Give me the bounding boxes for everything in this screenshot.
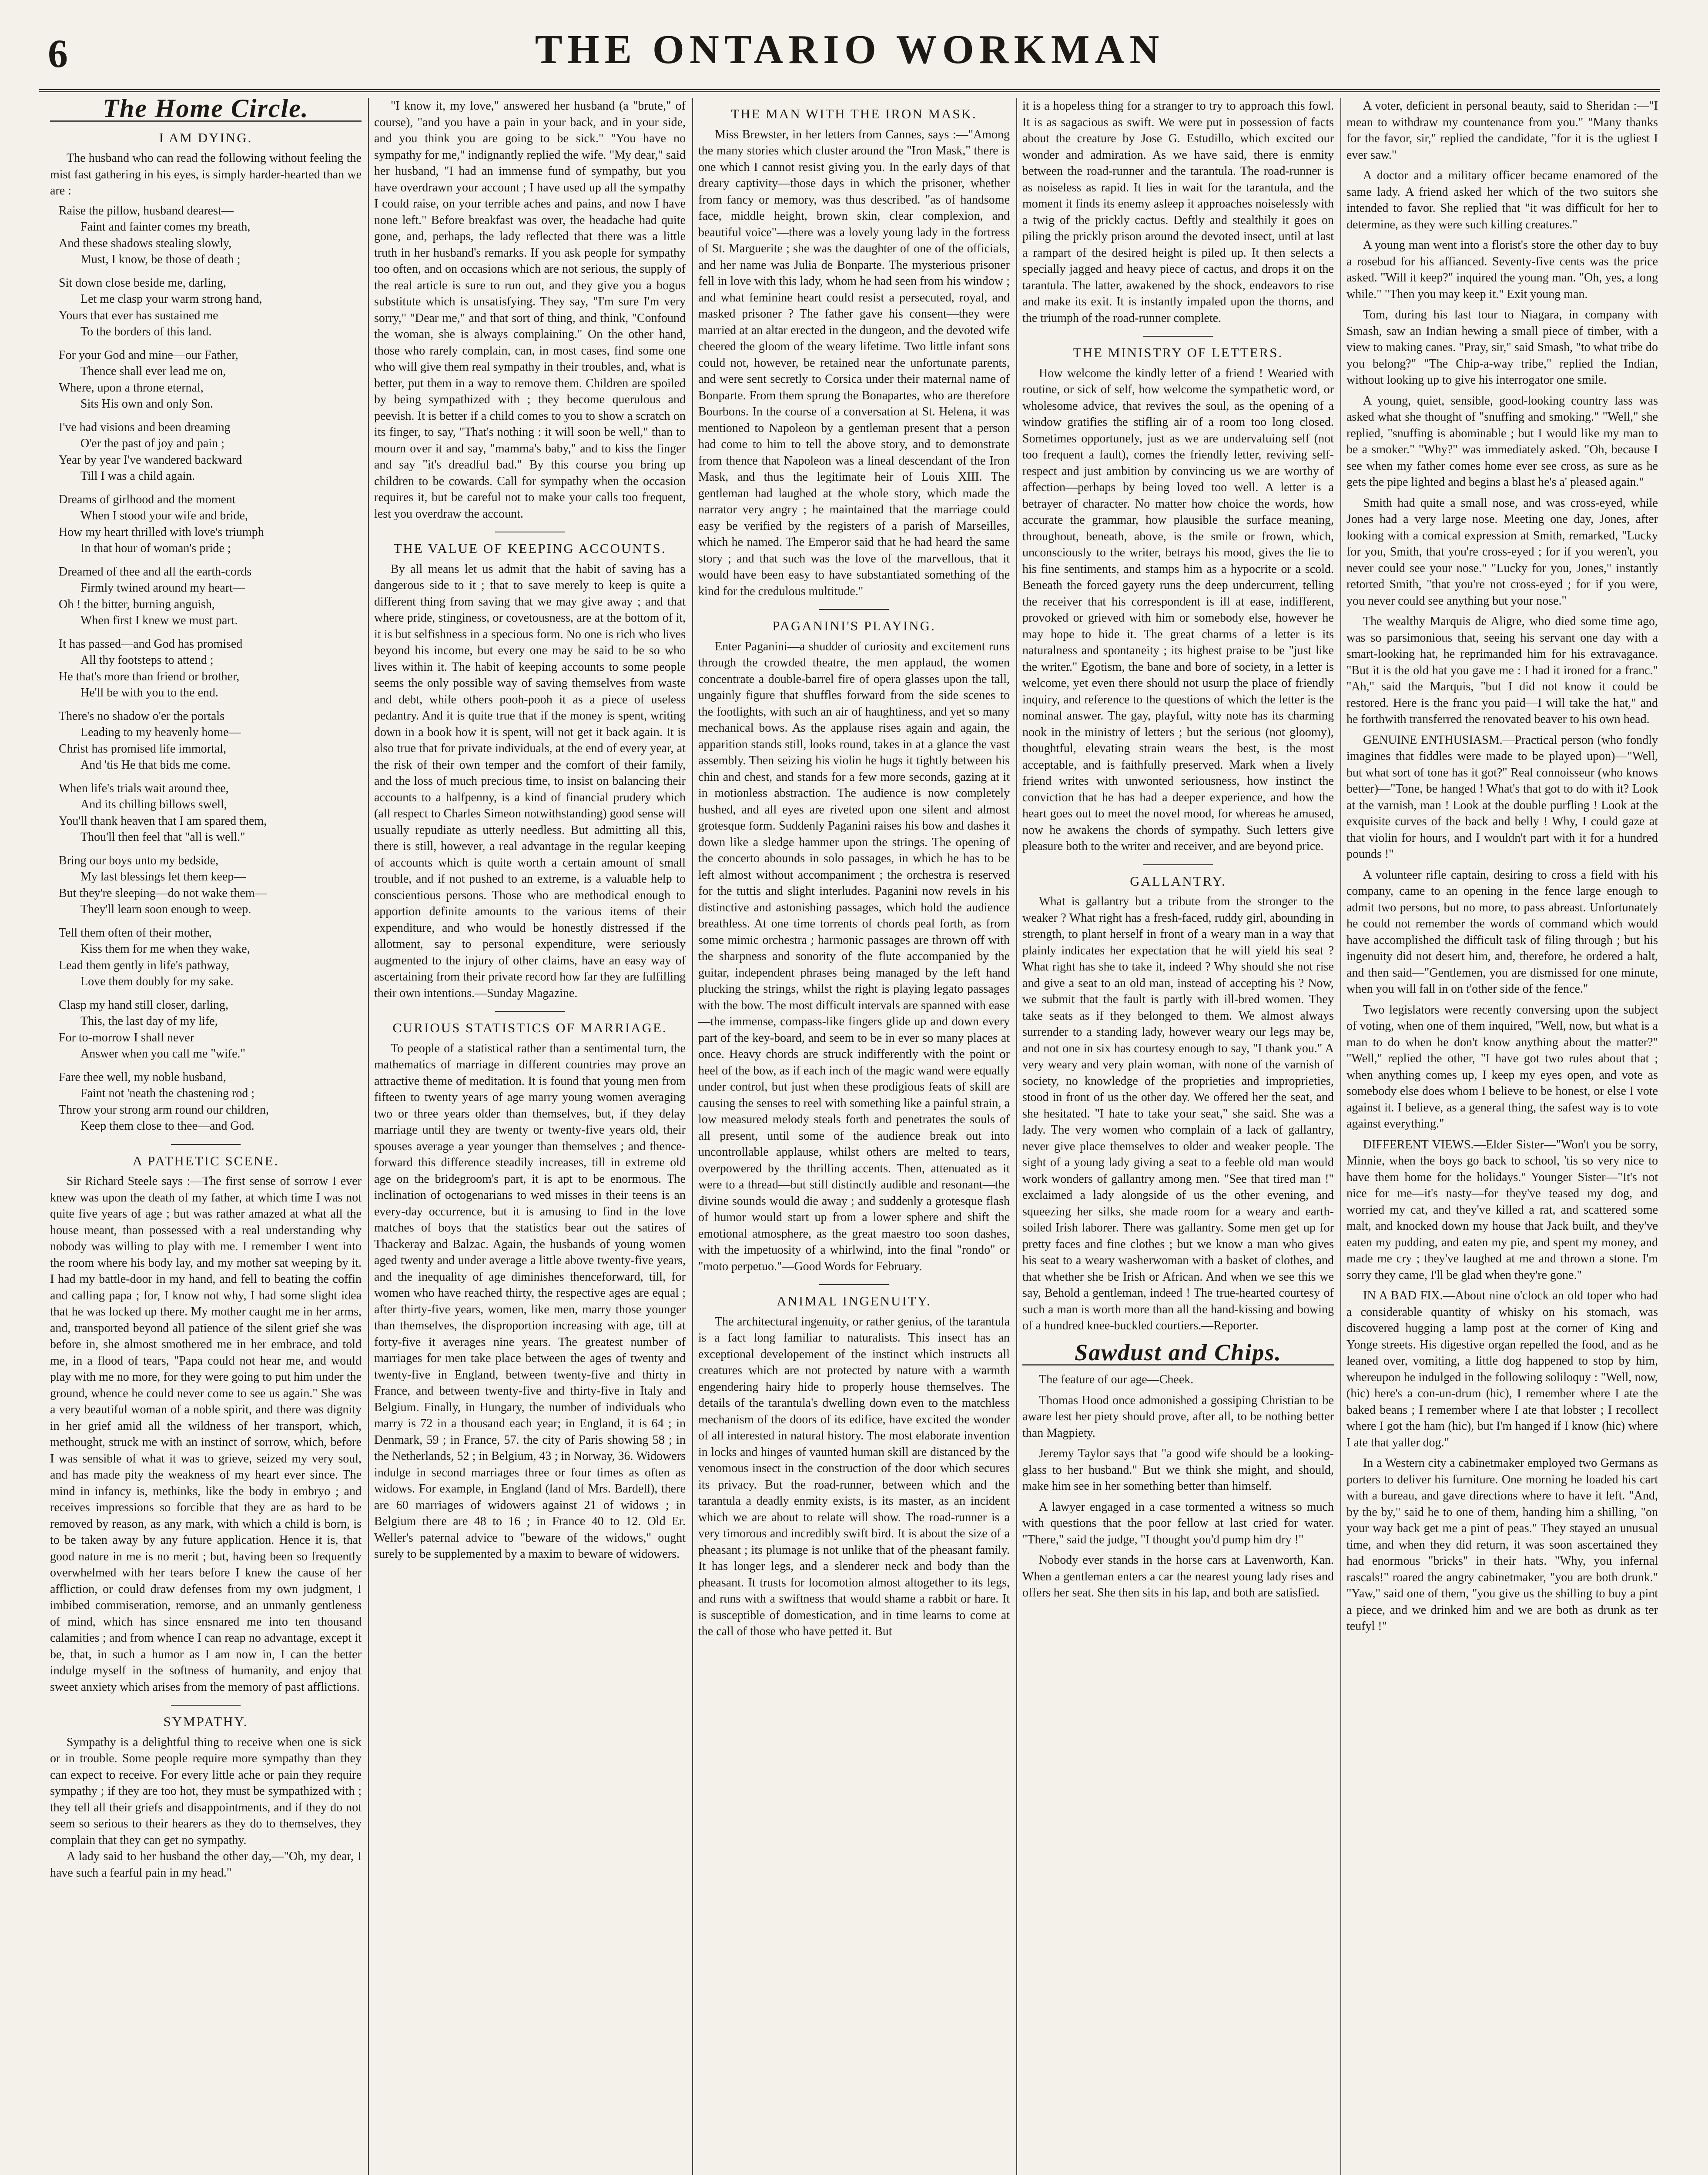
anecdote: A young, quiet, sensible, good-looking country lass was asked what she thought of "snuffing and smoking." "Well," she replied, "snuffing is abominable ; but I would like my man to be a smoker." "Why?" was immediately asked. "Oh, because I see when my father comes home ever see cross, as sure as he gets the pipe lighted and begins a blast he's a' pleased again." [1346, 394, 1658, 489]
stanza-gap [50, 773, 362, 780]
article-body: "I know it, my love," answered her husband (a "brute," of course), "and you have a pain in your back, and in your side, and you think you are going to be sick." "You have no sympathy for me," indignantly replied the wife. "My dear," said her husband, "I had an immense fund of sympathy, but you have overdrawn your account ; I have used up all the sympathy I could raise, on your terrible aches and pains, and now I have none left." Before breakfast was over, the headache had quite gone, and, perhaps, the lady reflected that there was a little truth in her husband's remarks. If you ask people for sympathy too often, and on occasions which are not serious, the supply of the real article is sure to run out, and they give you a bogus substitute which is unsatisfying. They say, "I'm sure I'm very sorry," "Dear me," and that sort of thing, and think, "Confound the woman, she is always complaining." On the other hand, those who rarely complain, can, in most cases, find some one who will give them real sympathy in their troubles, and, what is better, put them in a way to remove them. Children are spoiled by being sympathized with ; they become querulous and peevish. It is better if a child comes to you to show a scratch on its finger, to say, "That's nothing : it will soon be well," than to mourn over it and say, "mamma's baby," and to kiss the finger and say "it's dreadful bad." By this course you bring up children to be cowards. Call for sympathy when the occasion requires it, but be careful not to make your calls too frequent, lest you overdraw the account. [374, 99, 686, 521]
article-title: CURIOUS STATISTICS OF MARRIAGE. [392, 1020, 667, 1035]
poem-line: Lead them gently in life's pathway, [59, 958, 229, 972]
article-body: Enter Paganini—a shudder of curiosity and excitement runs through the crowded theatre, the men applaud, the women concentrate a double-barrel fire of opera glasses upon the tall, ungainly figure that shuffles forward from the side scenes to the footlights, with such an air of haughtiness, and yet so many mechanical bows. As the applause rises again and again, the apparition stands still, looks round, takes in at a glance the vast assembly. Then seizing his violin he hugs it tightly between his chin and chest, and stands for a few more seconds, gazing at it in motionless abstraction. The audience is now completely hushed, and all eyes are riveted upon one silent and almost grotesque form. Suddenly Paganini raises his bow and dashes it down like a sledge hammer upon the strings. The opening of the concerto abounds in solo passages, in which he has to be left almost without accompaniment ; the orchestra is reserved for the tuttis and slight interludes. Paganini now revels in his distinctive and astonishing passages, which hold the audience breathless. At one time torrents of chords peal forth, as from some mimic orchestra ; harmonic passages are thrown off with the sharpness and sonority of the flute accompanied by the guitar, independent phrases being managed by the left hand plucking the strings, whilst the right is playing legato passages with the bow. The most difficult intervals are spanned with ease—the immense, compass-like fingers glide up and down every part of the key-board, and seem to be in ever so many places at once. Heavy chords are struck indifferently with the point or heel of the bow, as if each inch of the magic wand were equally under control, but just when these prodigious feats of skill are causing the senses to reel with something like a painful strain, a low measured melody steals forth and penetrates the souls of all present, until some of the audience break out into uncontrollable applause, whilst others are melted to tears, overpowered by the thrilling accents. Then, attenuated as it were to a thread—but still distinctly audible and resonant—the divine sounds would die away ; and suddenly a grotesque flash of humor would start up from a lower sphere and shift the emotional atmosphere, as the great maestro too soon dashes, with the impetuosity of a whirlwind, into the final "rondo" or "moto perpetuo."—Good Words for February. [698, 639, 1010, 1273]
stanza-gap [50, 1062, 362, 1069]
poem-line: They'll learn soon enough to weep. [80, 903, 251, 916]
anecdote: Tom, during his last tour to Niagara, in company with Smash, saw an Indian hewing a small piece of timber, with a view to making canes. "Pray, sir," said Smash, "to what tribe do you belong?" "The Chip-a-way tribe," replied the Indian, without looking up to give his interrogator one smile. [1346, 308, 1658, 387]
poem-line: He that's more than friend or brother, [59, 669, 240, 683]
poem-line: Bring our boys unto my bedside, [59, 853, 219, 867]
article-title: THE VALUE OF KEEPING ACCOUNTS. [393, 541, 666, 556]
article-title: PAGANINI'S PLAYING. [772, 618, 936, 633]
poem-line: Where, upon a throne eternal, [59, 381, 204, 395]
poem-line: Sit down close beside me, darling, [59, 276, 226, 290]
page-number: 6 [48, 31, 68, 76]
article-body: How welcome the kindly letter of a friend ! Wearied with routine, or sick of self, how welcome the sympathetic word, or wholesome advice, that revives the soul, as the opening of a window gratifies the stifling air of a room too long closed. Sometimes opportunely, just as we are undervaluing self (not too frequent a fault), comes the friendly letter, reviving self-respect and just ambition by convincing us we are worthy of affection—perhaps by being loved too well. A letter is a betrayer of character. No matter how choice the words, how accurate the grammar, how plausible the surface meaning, throughout, beneath, above, is the smile or frown, which, unconsciously to the writer, betrays his mood, gives the lie to his fine sentiments, and stamps him as a hypocrite or a scold. Beneath the forced gayety runs the deep undercurrent, telling the receiver that his correspondent is ill at ease, indifferent, provoked or grieved with him or somebody else, however he may hope to hide it. The great charms of a letter is its naturalness and spontaneity ; its highest praise to be "just like the writer." Egotism, the bane and bore of society, in a letter is welcome, yet even there should not usurp the place of friendly inquiry, and reference to the questions of which the letter is the nominal answer. The gay, playful, witty note has its charming nook in the ministry of letters ; but the serious (not gloomy), thoughtful, elevating strain wears the best, is the most acceptable, and is faithfully preserved. Mark when a lively friend writes with unwonted seriousness, how instinct the conviction that he has had a deeper experience, and how the heart goes out to meet the novel mood, for whereas he amused, now he awakens the chords of sympathy. Such letters give pleasure both to the writer and receiver, and are beyond price. [1022, 366, 1334, 853]
poem-line: Clasp my hand still closer, darling, [59, 998, 229, 1012]
poem-line: Yours that ever has sustained me [59, 308, 218, 322]
poem-line: How my heart thrilled with love's triumph [59, 525, 264, 539]
separator [171, 1144, 241, 1145]
stanza-gap [50, 557, 362, 564]
anecdote: A doctor and a military officer became enamored of the same lady. A friend asked her which of the two suitors she intended to favor. She replied that "it was difficult for her to determine, as they were such killing creatures." [1346, 169, 1658, 231]
stanza-gap [50, 340, 362, 347]
article-title: A PATHETIC SCENE. [132, 1153, 279, 1168]
columns [50, 98, 1658, 2175]
poem-line: Tell them often of their mother, [59, 926, 212, 940]
poem-line: This, the last day of my life, [80, 1014, 218, 1028]
poem-line: Leading to my heavenly home— [80, 726, 241, 739]
department-title: Sawdust and Chips. [1022, 1345, 1334, 1366]
poem-line: Raise the pillow, husband dearest— [59, 204, 234, 218]
article-title: I AM DYING. [159, 130, 253, 145]
column-5 [1346, 98, 1658, 2175]
poem-line: But they're sleeping—do not wake them— [59, 886, 267, 900]
anecdote: Smith had quite a small nose, and was cross-eyed, while Jones had a very large nose. Meeting one day, Jones, after looking with a comical expression at Smith, remarked, "Lucky for you, Smith, that you're cross-eyed ; for if you weren't, you never could see your nose." "Lucky for you, Jones," instantly retorted Smith, "that you're not cross-eyed ; for if you were, you never could see anything but your nose." [1346, 496, 1658, 608]
anecdote: GENUINE ENTHUSIASM.—Practical person (who fondly imagines that fiddles were made to be played upon)—"Well, but what sort of tone has it got?" Real connoisseur (who knows better)—"Tone, be hanged ! What's that got to do with it? Look at the varnish, man ! Look at the double purfling ! Look at the exquisite curves of the back and belly ! Why, I could gaze at that violin for hours, and I wouldn't part with it for a hundred pounds !" [1346, 733, 1658, 861]
article-body: Sympathy is a delightful thing to receive when one is sick or in trouble. Some people require more sympathy than they can expect to receive. For every little ache or pain they require sympathy ; if they are too hot, they must be sympathized with ; they tell all their griefs and disappointments, and if they do not seem so serious to their hearers as they do to themselves, they complain that they can get no sympathy. [50, 1735, 362, 1847]
separator [495, 1011, 565, 1012]
sawdust-item: A lawyer engaged in a case tormented a witness so much with questions that the poor fellow at last cried for water. "There," said the judge, "I thought you'd pump him dry !" [1022, 1500, 1334, 1546]
article-title: THE MAN WITH THE IRON MASK. [731, 106, 977, 121]
article-title: THE MINISTRY OF LETTERS. [1073, 345, 1283, 360]
article-body: it is a hopeless thing for a stranger to try to approach this fowl. It is as sagacious as swift. We were put in possession of facts about the creature by Jose G. Estudillo, which excited our wonder and admiration. As we have said, there is enmity between the road-runner and the tarantula. The road-runner is as noiseless as rapid. It lies in wait for the tarantula, and the moment it finds its enemy asleep it approaches noiselessly with a twig of the prickly cactus. Deftly and stealthily it goes on piling the prickly prison around the devoted insect, until at last a rampart of the desired height is piled up. It then selects a specially jagged and heavy piece of cactus, and drops it on the tarantula. The latter, awakened by the shock, endeavors to rise and make its exit. It is instantly impaled upon the thorns, and the triumph of the road-runner complete. [1022, 99, 1334, 325]
poem-line: Dreamed of thee and all the earth-cords [59, 565, 252, 579]
column-rule [692, 98, 693, 2175]
sawdust-item: The feature of our age—Cheek. [1039, 1373, 1194, 1386]
stanza-gap [50, 485, 362, 492]
poem-line: Dreams of girlhood and the moment [59, 492, 236, 506]
poem-line: Year by year I've wandered backward [59, 453, 242, 467]
poem-line: Fare thee well, my noble husband, [59, 1070, 226, 1084]
stanza-gap [50, 701, 362, 708]
article-body: By all means let us admit that the habit of saving has a dangerous side to it ; that to save merely to keep is quite a different thing from saving that we may give away ; and that where pride, stinginess, or covetousness, are at the bottom of it, it is but selfishness in a specious form. No one is rich who lives beyond his income, but every one may be said to be so who lives within it. The habit of keeping accounts to some people seems the only possible way of saving themselves from waste and debt, while others pooh-pooh it as a piece of useless pedantry. And it is quite true that if the money is spent, writing down in a book how it is spent, will not get it back again. It is also true that for private individuals, at the end of every year, at the risk of their own temper and the comfort of their family, and the loss of much precious time, to insist on balancing their accounts to a halfpenny, is a kind of financial prudery which (all respect to Charles Simeon notwithstanding) good sense will usually repudiate as utterly needless. But admitting all this, there is still, however, a real advantage in the regular keeping of accounts which is quite worth a certain amount of small trouble, and if not pushed to an extreme, is a valuable help to conscientious persons. Those who are methodical enough to apportion definite amounts to the various items of their expenditure, and who would be honestly distressed if the allotment, say to personal expenditure, were seriously augmented to the injury of other claims, have an easy way of ascertaining from their private record how far they are fulfilling their own intentions.—Sunday Magazine. [374, 562, 686, 1000]
poem-line: When life's trials wait around thee, [59, 781, 229, 795]
poem-intro: The husband who can read the following without feeling the mist fast gathering in his eyes, is simply harder-hearted than we are : [50, 151, 362, 197]
anecdote: In a Western city a cabinetmaker employed two Germans as porters to deliver his furniture. One morning he loaded his cart with a bureau, and gave directions where to have it left. "And, by the by," said he to one of them, handing him a shilling, "on your way back get me a pint of peas." They stayed an unusual time, and when they did return, it was soon ascertained they had enormous "bricks" in their hats. "Why, you infernal rascals!" roared the angry cabinetmaker, "you are both drunk." "Yaw," said one of them, "you give us the shilling to buy a pint a piece, and we drinked him and we are both as drunk as ter teufyl !" [1346, 1456, 1658, 1633]
sawdust-items [1022, 1372, 1334, 1601]
poem-line: Must, I know, be those of death ; [80, 253, 241, 266]
poem-line: To the borders of this land. [80, 325, 212, 338]
poem-line: O'er the past of joy and pain ; [80, 437, 224, 450]
poem-line: For to-morrow I shall never [59, 1031, 194, 1044]
masthead [39, 26, 1660, 83]
anecdote: A young man went into a florist's store the other day to buy a rosebud for his affianced. Seventy-five cents was the price asked. "Will it keep?" inquired the young man. "Oh, yes, a long while." "Then you may keep it." Exit young man. [1346, 238, 1658, 301]
column-4 [1022, 98, 1334, 2175]
poem-line: And its chilling billows swell, [80, 798, 227, 811]
separator [171, 1705, 241, 1706]
poem-line: It has passed—and God has promised [59, 637, 243, 651]
stanza-gap [50, 846, 362, 853]
poem-line: When I stood your wife and bride, [80, 509, 248, 522]
poem-line: Throw your strong arm round our children, [59, 1103, 269, 1117]
poem-line: Sits His own and only Son. [80, 397, 213, 411]
poem-line: Faint not 'neath the chastening rod ; [80, 1087, 255, 1100]
masthead-rule [39, 89, 1660, 92]
poem-line: Let me clasp your warm strong hand, [80, 292, 262, 306]
anecdote: IN A BAD FIX.—About nine o'clock an old toper who had a considerable quantity of whisky on his stomach, was discovered hugging a lamp post at the corner of King and Yonge streets. His digestive organ repelled the food, and as he leaned over, vomiting, a little dog happened to stop by him, whereupon he indulged in the following soliloquy : "Well, now, (hic) here's a con-un-drum (hic), I remember where I ate the baked beans ; I remember where I ate that lobster ; I recollect where I got the ham (hic), but I'm hanged if I know (hic) where I ate that yaller dog." [1346, 1289, 1658, 1449]
separator [1143, 336, 1213, 337]
poem-line: Christ has promised life immortal, [59, 742, 226, 756]
sawdust-item: Jeremy Taylor says that "a good wife should be a looking-glass to her husband." But we think she might, and should, make him see in her something better than himself. [1022, 1447, 1334, 1493]
poem-line: All thy footsteps to attend ; [80, 653, 214, 667]
article-body: Miss Brewster, in her letters from Cannes, says :—"Among the many stories which cluster around the "Iron Mask," there is one which I cannot resist giving you. In the early days of that dreary captivity—those days in which the prisoner, whether from fancy or memory, was thus described. "as of handsome face, middle height, brown skin, clear complexion, and beautiful voice"—there was a lovely young lady in the fortress of St. Marguerite ; she was the daughter of one of the officials, and her name was Julia de Bonparte. The mysterious prisoner fell in love with this lady, whom he had seen from his window ; and what feminine heart could resist a persecuted, royal, and masked prisoner ? The father gave his consent—they were married at an altar erected in the dungeon, and the devoted wife cheered the gloom of the weary lifetime. Two little infant sons could not, however, be retained near the unfortunate parents, and were sent secretly to Corsica under their maternal name of Bonparte. From them sprung the Bonapartes, who are therefore Bourbons. In the course of a conversation at St. Helena, it was mentioned to Napoleon by a gentleman present that a person had come to him to tell the above story, and to demonstrate from thence that Napoleon was a lineal descendant of the Iron Mask, and thus the legitimate heir of Louis XIII. The gentleman had laughed at the whole story, which made the narrator very angry ; he maintained that the marriage could easy be verified by the registers of a parish of Marseilles, which he named. The Emperor said that he had heard the same story ; and that such was the love of the marvellous, that it would have been easy to have substantiated something of the kind for the credulous multitude." [698, 127, 1010, 598]
article-title: ANIMAL INGENUITY. [777, 1293, 931, 1308]
anecdote: A volunteer rifle captain, desiring to cross a field with his company, came to an opening in the fence large enough to admit two persons, but no more, to pass abreast. Unfortunately he could not remember the words of command which would have accomplished the difficult task of filing through ; but his ingenuity did not desert him, and, therefore, he ordered a halt, and then said—"Gentlemen, you are dismissed for one minute, when you will fall in on t'other side of the fence." [1346, 868, 1658, 996]
column-rule [1340, 98, 1341, 2175]
stanza-gap [50, 629, 362, 636]
separator [1143, 864, 1213, 865]
article-body: A lady said to her husband the other day,—"Oh, my dear, I have such a fearful pain in my head." [50, 1850, 362, 1880]
anecdote: DIFFERENT VIEWS.—Elder Sister—"Won't you be sorry, Minnie, when the boys go back to school, 'tis so very nice to have them home for the holidays." Younger Sister—"It's not nice for me—it's nasty—for they've teased my dog, and worried my cat, and they've killed a rat, and scattered some malt, and knocked down my house that Jack built, and they've eaten my pudding, and eaten my pie, and spent my money, and made me cry ; they've laughed at me and thrown a stone. I'm sorry they came, I'll be glad when they're gone." [1346, 1138, 1658, 1282]
sawdust-item: Nobody ever stands in the horse cars at Lavenworth, Kan. When a gentleman enters a car the nearest young lady rises and offers her seat. She then sits in his lap, and both are satisfied. [1022, 1553, 1334, 1599]
column-rule [368, 98, 369, 2175]
poem-line: Keep them close to thee—and God. [80, 1119, 255, 1133]
poem-line: You'll thank heaven that I am spared them, [59, 814, 267, 828]
column-1 [50, 98, 362, 2175]
poem-line: When first I knew we must part. [80, 614, 238, 627]
article-body: The architectural ingenuity, or rather genius, of the tarantula is a fact long familiar to naturalists. This insect has an exceptional developement of the instinct which instructs all creatures which are not protected by nature with a warmth engendering hairy hide to properly house themselves. The details of the tarantula's dwelling down even to the matchless mechanism of the doors of its edifice, have excited the wonder of all interested in natural history. The most elaborate invention in locks and hinges of vaunted human skill are distanced by the venomous insect in the construction of the door which secures its privacy. But the road-runner, between which and the tarantula a deadly enmity exists, is its master, as an incident which we are about to relate will show. The road-runner is a very timorous and incredibly swift bird. It is about the size of a pheasant ; its plumage is not unlike that of the pheasant family. It has longer legs, and a slenderer neck and body than the pheasant. It trusts for locomotion almost altogether to its legs, and runs with a swiftness that would shame a rabbit or hare. It is susceptible of domestication, and in time learns to come at the call of those who have petted it. But [698, 1315, 1010, 1638]
paper-title: THE ONTARIO WORKMAN [535, 27, 1165, 72]
poem-line: Till I was a child again. [80, 469, 195, 483]
anecdote: A voter, deficient in personal beauty, said to Sheridan :—"I mean to withdraw my countenance from you." "Many thanks for the favor, sir," replied the candidate, "for it is the ugliest I ever saw." [1346, 99, 1658, 162]
column-3 [698, 98, 1010, 2175]
poem-line: My last blessings let them keep— [80, 870, 246, 883]
poem-line: Love them doubly for my sake. [80, 975, 234, 988]
anecdote-list [1346, 98, 1658, 1635]
poem-line: In that hour of woman's pride ; [80, 542, 231, 555]
stanza-gap [50, 268, 362, 275]
poem-line: And these shadows stealing slowly, [59, 236, 232, 250]
poem [50, 203, 362, 1134]
poem-line: Kiss them for me when they wake, [80, 942, 250, 956]
sawdust-item: Thomas Hood once admonished a gossiping Christian to be aware lest her piety should prove, after all, to be nothing better than Magpiety. [1022, 1393, 1334, 1440]
poem-line: Oh ! the bitter, burning anguish, [59, 597, 215, 611]
anecdote: Two legislators were recently conversing upon the subject of voting, when one of them inquired, "Well, now, but what is a man to do when he don't know anything about the matter?" "Well," replied the other, "I have got two rules about that ; when anything comes up, I keep my eyes open, and vote as somebody else does whom I believe to be honest, or else I vote against it. I believe, as a general thing, the safest way is to vote against everything." [1346, 1003, 1658, 1131]
separator [819, 1284, 889, 1285]
poem-line: Thou'll then feel that "all is well." [80, 830, 245, 844]
stanza-gap [50, 990, 362, 997]
department-title: The Home Circle. [50, 100, 362, 122]
article-title: GALLANTRY. [1130, 873, 1226, 889]
article-body: What is gallantry but a tribute from the stronger to the weaker ? What right has a fresh-faced, ruddy girl, abounding in strength, to plant herself in front of a weary man in a way that plainly indicates her expectation that he will yield his seat ? What right has she to take it, indeed ? Why should she not rise and give a seat to an old man, instead of accepting his ? Now, we submit that the fault is partly with ill-bred women. They take seats as if they belonged to them. We almost always surrender to a standing lady, however weary our legs may be, and not one in six has courtesy enough to say, "I thank you." A very weary and very plain woman, with none of the varnish of society, no knowledge of the proprieties and improprieties, stood in front of us the other day. We offered her the seat, and she hesitated. "I hate to take your seat," she said. She was a lady. The very women who complain of a lack of gallantry, never give place themselves to older and weaker people. The sight of a young lady giving a seat to a feeble old man would work wonders of gallantry among men. "See that tired man !" exclaimed a lady alongside of us the other evening, and squeezing her silks, she made room for a weary and earth-soiled Irish laborer. There was gallantry. Some men get up for pretty faces and fine clothes ; but we know a man who gives his seat to a weary washerwoman with a basket of clothes, and that whether she be Irish or African. And when we see this we say, Behold a gentleman, indeed ! The true-hearted courtesy of such a man is worth more than all the hand-kissing and bowing of a hundred knee-buckled courtiers.—Reporter. [1022, 895, 1334, 1332]
poem-line: Faint and fainter comes my breath, [80, 220, 251, 234]
separator [819, 609, 889, 610]
poem-line: Firmly twined around my heart— [80, 581, 245, 595]
poem-line: For your God and mine—our Father, [59, 348, 238, 362]
anecdote: The wealthy Marquis de Aligre, who died some time ago, was so parsimonious that, seeing his servant one day with a smart-looking hat, he reprimanded him for his extravagance. "But it is the old hat you gave me : I had it ironed for a franc." "Ah," said the Marquis, "but I did not know it could be restored. Here is the franc you paid—I will take the hat," and he forthwith transferred the renovated beaver to his own head. [1346, 615, 1658, 726]
stanza-gap [50, 918, 362, 925]
article-title: SYMPATHY. [163, 1714, 248, 1729]
poem-line: He'll be with you to the end. [80, 686, 218, 699]
column-2 [374, 98, 686, 2175]
article-body: To people of a statistical rather than a sentimental turn, the mathematics of marriage in different countries may prove an attractive theme of meditation. It is found that young men from fifteen to twenty years of age marry young women averaging two or three years older than themselves, but, if they delay marriage until they are twenty or twenty-five years old, their spouses average a year younger than themselves ; and thence-forward this difference steadily increases, till in extreme old age on the bridegroom's part, it is apt to be enormous. The inclination of octogenarians to wed misses in their teens is an every-day occurrence, but it is amusing to find in the love matches of boys that the statistics bear out the satires of Thackeray and Balzac. Again, the husbands of young women aged twenty and under average a little above twenty-five years, and the inequality of age diminishes thenceforward, till, for women who have reached thirty, the respective ages are equal ; after thirty-five years, women, like men, marry those younger than themselves, the disproportion increasing with age, till at forty-five it averages nine years. The greatest number of marriages for men take place between the ages of twenty and twenty-five in England, between twenty-five and thirty in France, and between twenty-five and thirty-five in Italy and Belgium. Finally, in Hungary, the number of individuals who marry is 72 in a thousand each year; in England, it is 64 ; in Denmark, 59 ; in France, 57. the city of Paris showing 58 ; in the Netherlands, 52 ; in Belgium, 43 ; in Norway, 36. Widowers indulge in second marriages three or four times as often as widows. For example, in England (land of Mrs. Bardell), there are 60 marriages of widowers against 21 of widows ; in Belgium there are 48 to 16 ; in France 40 to 12. Old Er. Weller's paternal advice to "beware of the widows," ought surely to be supplemented by a maxim to beware of widowers. [374, 1041, 686, 1561]
article-body: Sir Richard Steele says :—The first sense of sorrow I ever knew was upon the death of my father, at which time I was not quite five years of age ; but was rather amazed at what all the house meant, than possessed with a real understanding why nobody was willing to play with me. I remember I went into the room where his body lay, and my mother sat weeping by it. I had my battle-door in my hand, and fell to beating the coffin and calling papa ; for, I know not why, I had some slight idea that he was locked up there. My mother caught me in her arms, and, transported beyond all patience of the silent grief she was before in, she almost smothered me in her embrace, and told me, in a flood of tears, "Papa could not hear me, and would play with me no more, for they were going to put him under the ground, whence he could never come to see us again." She was a very beautiful woman of a noble spirit, and there was dignity in her grief amid all the wildness of her transport, which, methought, struck me with an instinct of sorrow, which, before I was sensible of what it was to grieve, seized my very soul, and has made pity the weakness of my heart ever since. The mind in infancy is, methinks, like the body in embryo ; and receives impressions so forcible that they are as hard to be removed by reason, as any mark, with which a child is born, is to be taken away by any future application. Hence it is, that good nature in me is no merit ; but, having been so frequently overwhelmed with her tears before I knew the cause of her affliction, or could draw defenses from my own judgment, I imbibed commiseration, remorse, and an unmanly gentleness of mind, which has since ensnared me into ten thousand calamities ; and from whence I can reap no advantage, except it be, that, in such a humor as I am now in, I can the better indulge myself in the softness of humanity, and enjoy that sweet anxiety which arises from the memory of past afflictions. [50, 1174, 362, 1694]
poem-line: There's no shadow o'er the portals [59, 709, 224, 723]
poem-line: Thence shall ever lead me on, [80, 365, 226, 378]
poem-line: And 'tis He that bids me come. [80, 758, 231, 772]
stanza-gap [50, 412, 362, 419]
poem-line: I've had visions and been dreaming [59, 420, 231, 434]
column-rule [1016, 98, 1017, 2175]
poem-line: Answer when you call me "wife." [80, 1047, 245, 1061]
